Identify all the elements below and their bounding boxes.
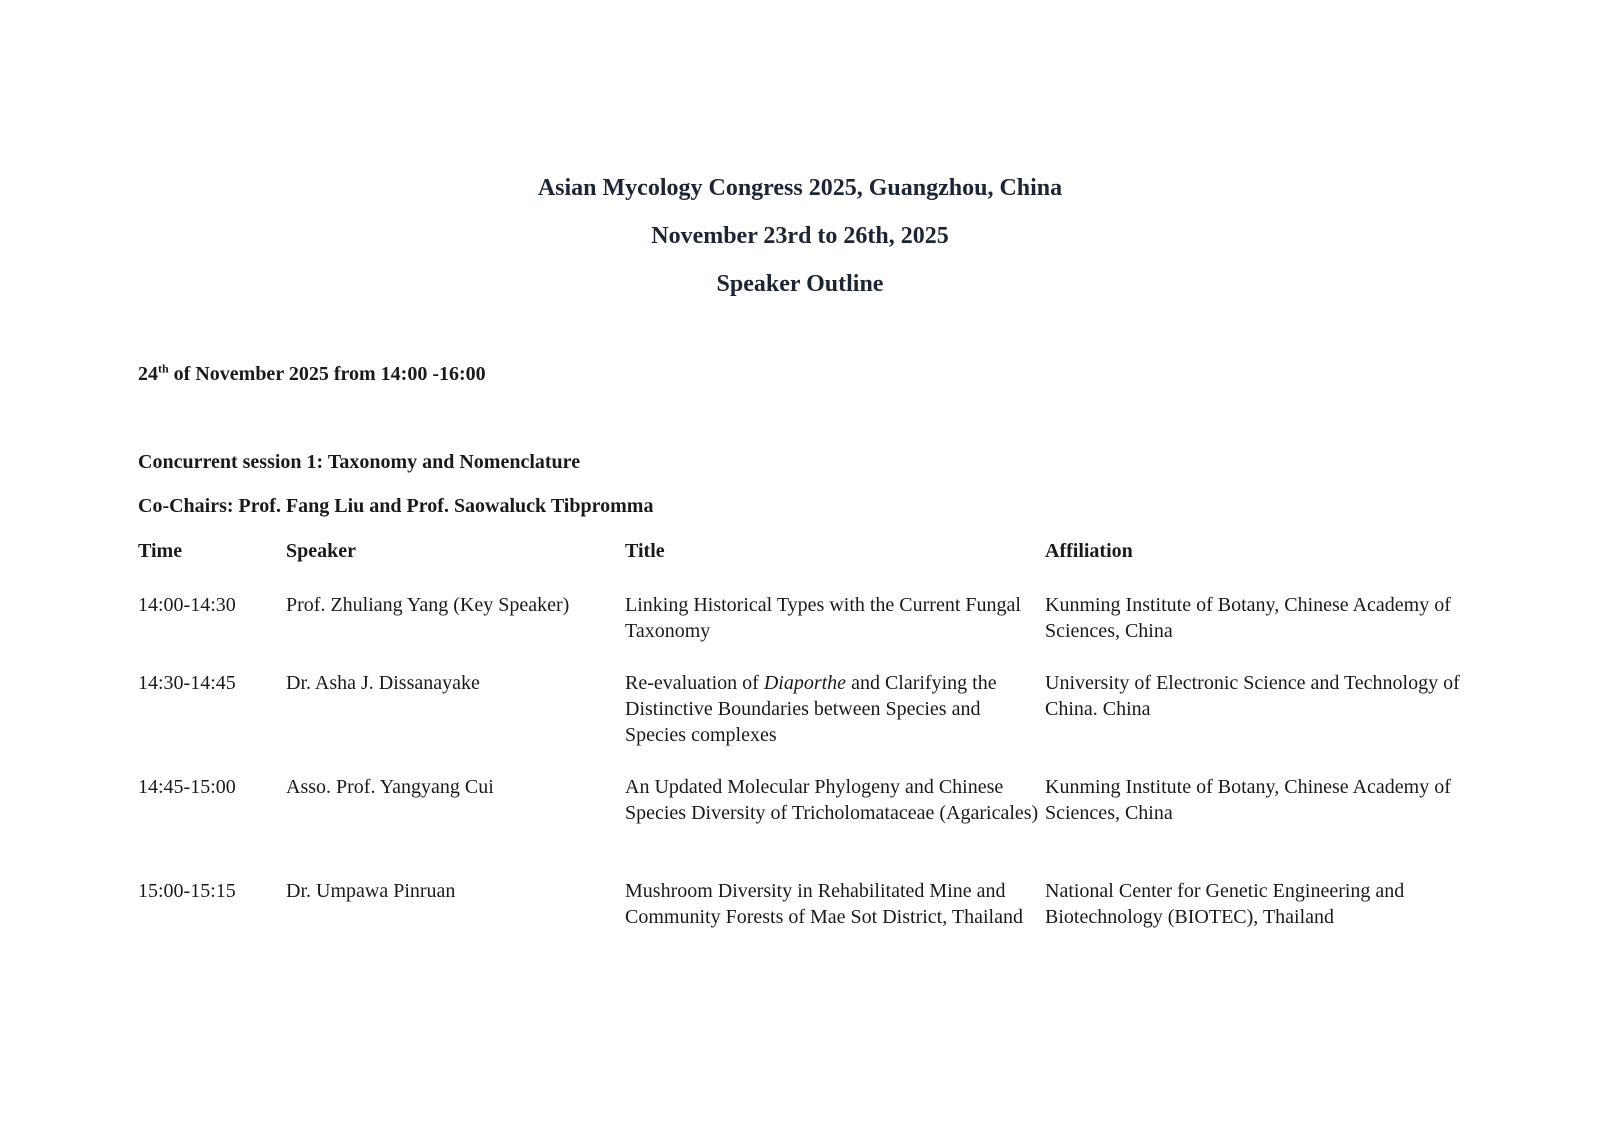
document-subtitle: Speaker Outline [716, 271, 884, 297]
row-title-italic: Diaporthe [763, 672, 847, 694]
row-title [625, 670, 1040, 748]
row-speaker: Prof. Zhuliang Yang (Key Speaker) [286, 594, 570, 616]
row-time: 15:00-15:15 [138, 880, 236, 902]
row-title-pre: Linking Historical Types with the Current Fungal Taxonomy [625, 594, 1021, 642]
document-title: Asian Mycology Congress 2025, Guangzhou, China [537, 175, 1063, 201]
session-date-suffix: th [158, 361, 169, 376]
row-affiliation: National Center for Genetic Engineering and Biotechnology (BIOTEC), Thailand [1045, 880, 1405, 928]
table-header-row [138, 538, 1478, 592]
header-title: Title [625, 540, 665, 562]
row-speaker: Dr. Asha J. Dissanayake [286, 672, 480, 694]
congress-dates: November 23rd to 26th, 2025 [651, 223, 949, 249]
row-time: 14:00-14:30 [138, 594, 236, 616]
row-title [625, 774, 1040, 826]
row-title [625, 592, 1040, 644]
row-time: 14:45-15:00 [138, 776, 236, 798]
table-row [138, 592, 1478, 670]
session-title: Concurrent session 1: Taxonomy and Nomenclature [138, 451, 581, 473]
row-title-pre: Re-evaluation of [625, 672, 764, 694]
row-affiliation: Kunming Institute of Botany, Chinese Academy of Sciences, China [1045, 594, 1451, 642]
session-date-day: 24 [138, 363, 158, 385]
table-row [138, 774, 1478, 878]
row-title [625, 878, 1040, 930]
header-speaker: Speaker [286, 540, 356, 562]
header-affiliation: Affiliation [1045, 540, 1133, 562]
session-date [138, 362, 486, 386]
table-row [138, 670, 1478, 774]
row-speaker: Dr. Umpawa Pinruan [286, 880, 456, 902]
row-speaker: Asso. Prof. Yangyang Cui [286, 776, 494, 798]
row-title-pre: Mushroom Diversity in Rehabilitated Mine and Community Forests of Mae Sot District, Thailand [625, 880, 1023, 928]
table-row [138, 878, 1478, 958]
session-date-rest: of November 2025 from 14:00 -16:00 [168, 363, 486, 385]
speaker-table [138, 538, 1478, 958]
header-time: Time [138, 540, 183, 562]
row-time: 14:30-14:45 [138, 672, 236, 694]
row-title-pre: An Updated Molecular Phylogeny and Chinese Species Diversity of Tricholomataceae (Agaricales) [625, 776, 1039, 824]
row-affiliation: Kunming Institute of Botany, Chinese Academy of Sciences, China [1045, 776, 1451, 824]
row-affiliation: University of Electronic Science and Technology of China. China [1045, 672, 1460, 720]
row-title-post: and Clarifying the Distinctive Boundaries between Species and Species complexes [625, 672, 997, 746]
session-co-chairs: Co-Chairs: Prof. Fang Liu and Prof. Saowaluck Tibpromma [138, 495, 654, 517]
